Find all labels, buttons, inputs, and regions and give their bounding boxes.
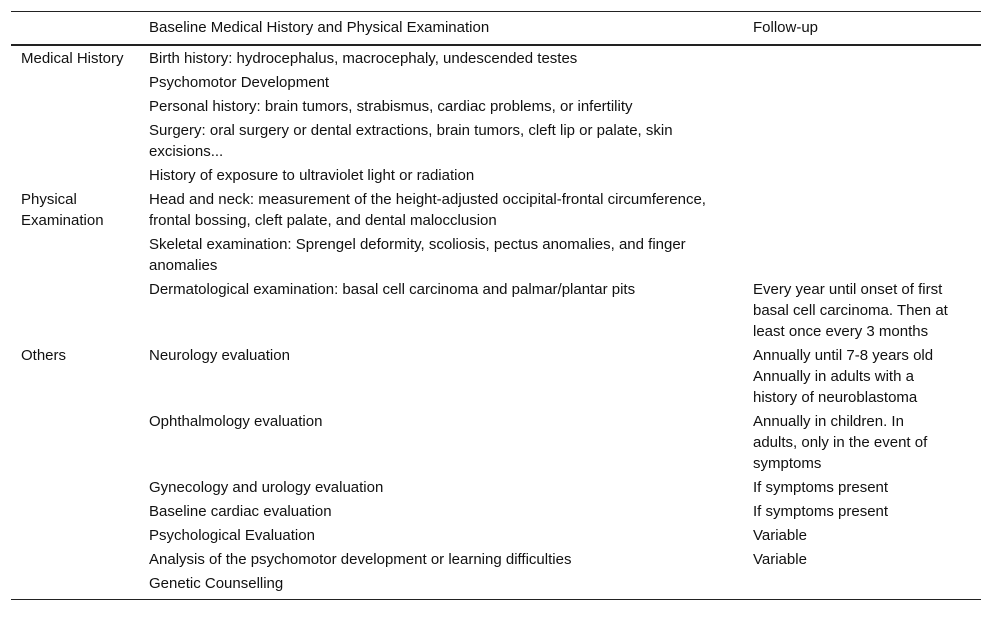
category-cell xyxy=(11,548,139,572)
table-row xyxy=(11,119,981,164)
category-cell xyxy=(11,500,139,524)
table-row xyxy=(11,278,981,344)
follow-up-cell: Annually in children. In adults, only in the event of symptoms xyxy=(753,413,928,472)
baseline-cell: Personal history: brain tumors, strabismus, cardiac problems, or infertility xyxy=(149,98,633,115)
follow-up-cell xyxy=(743,71,981,95)
table-row xyxy=(11,524,981,548)
baseline-cell: Baseline cardiac evaluation xyxy=(149,503,332,520)
category-cell xyxy=(11,410,139,476)
baseline-cell: Psychomotor Development xyxy=(149,74,330,91)
category-cell: Others xyxy=(21,347,67,364)
category-cell xyxy=(11,278,139,344)
follow-up-cell: Every year until onset of first basal cell carcinoma. Then at least once every 3 months xyxy=(753,281,948,340)
follow-up-cell xyxy=(743,95,981,119)
baseline-cell: Genetic Counselling xyxy=(139,572,743,600)
header-category xyxy=(11,12,139,46)
table-row xyxy=(11,95,981,119)
follow-up-cell xyxy=(743,233,981,278)
table-body xyxy=(11,45,981,600)
table-row xyxy=(11,45,981,71)
table-row xyxy=(11,344,981,410)
baseline-cell: Psychological Evaluation xyxy=(149,527,315,544)
follow-up-cell: Annually until 7-8 years old Annually in adults with a history of neuroblastoma xyxy=(753,347,934,406)
follow-up-cell xyxy=(743,164,981,188)
table-row xyxy=(11,500,981,524)
category-cell xyxy=(11,71,139,95)
table-row xyxy=(11,188,981,233)
baseline-cell: Surgery: oral surgery or dental extractions, brain tumors, cleft lip or palate, skin excisions... xyxy=(149,122,673,160)
follow-up-cell: Variable xyxy=(753,527,807,544)
follow-up-cell xyxy=(743,188,981,233)
table-row xyxy=(11,233,981,278)
follow-up-cell: If symptoms present xyxy=(753,479,889,496)
follow-up-cell xyxy=(743,572,981,600)
medical-table-container xyxy=(11,11,981,600)
baseline-cell: History of exposure to ultraviolet light or radiation xyxy=(149,167,475,184)
baseline-cell: Birth history: hydrocephalus, macrocephaly, undescended testes xyxy=(149,50,578,67)
table-row xyxy=(11,164,981,188)
category-cell xyxy=(11,476,139,500)
table-header xyxy=(11,12,981,46)
table-row xyxy=(11,410,981,476)
category-cell xyxy=(11,164,139,188)
baseline-cell: Dermatological examination: basal cell carcinoma and palmar/plantar pits xyxy=(149,281,636,298)
follow-up-cell xyxy=(743,119,981,164)
header-baseline: Baseline Medical History and Physical Examination xyxy=(139,12,743,46)
follow-up-cell: If symptoms present xyxy=(753,503,889,520)
category-cell: Medical History xyxy=(21,50,124,67)
baseline-cell: Analysis of the psychomotor development or learning difficulties xyxy=(149,551,572,568)
baseline-cell: Skeletal examination: Sprengel deformity, scoliosis, pectus anomalies, and finger anomalies xyxy=(149,236,686,274)
follow-up-cell: Variable xyxy=(753,551,807,568)
baseline-cell: Neurology evaluation xyxy=(149,347,290,364)
follow-up-cell xyxy=(743,45,981,71)
table-row xyxy=(11,548,981,572)
category-cell xyxy=(11,233,139,278)
category-cell xyxy=(11,119,139,164)
baseline-cell: Gynecology and urology evaluation xyxy=(149,479,384,496)
category-cell: Physical Examination xyxy=(21,191,104,229)
table-row xyxy=(11,71,981,95)
category-cell xyxy=(11,572,139,600)
header-row xyxy=(11,12,981,46)
baseline-cell: Head and neck: measurement of the height-adjusted occipital-frontal circumference, frontal bossing, cleft palate, and dental malocclusion xyxy=(149,191,706,229)
table-row xyxy=(11,476,981,500)
category-cell xyxy=(11,95,139,119)
medical-follow-up-table xyxy=(11,11,981,600)
category-cell xyxy=(11,524,139,548)
header-follow-up: Follow-up xyxy=(743,12,981,46)
baseline-cell: Ophthalmology evaluation xyxy=(149,413,323,430)
table-row xyxy=(11,572,981,600)
